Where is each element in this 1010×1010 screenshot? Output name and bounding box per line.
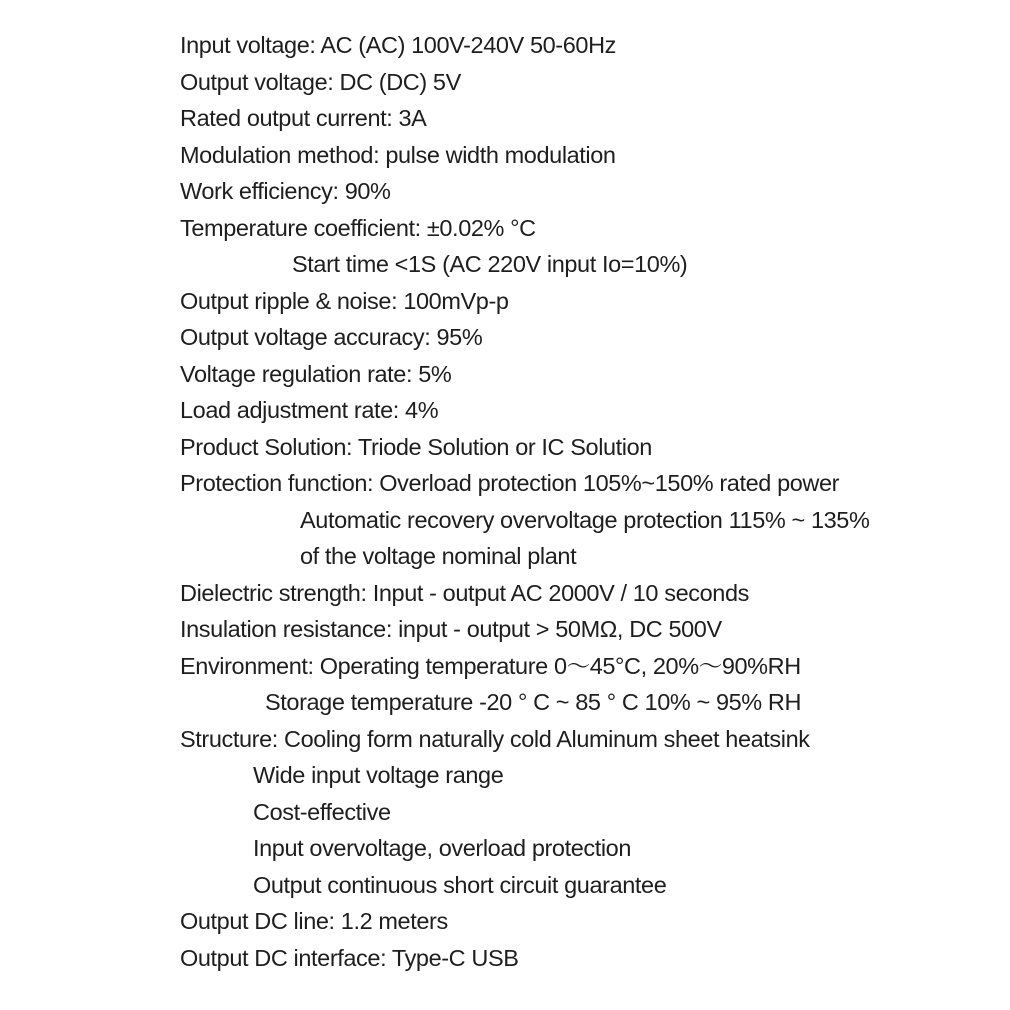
spec-line-input-voltage: Input voltage: AC (AC) 100V-240V 50-60Hz bbox=[180, 32, 616, 58]
spec-line-output-ripple-noise: Output ripple & noise: 100mVp-p bbox=[180, 287, 509, 314]
spec-line-wide-input-range: Wide input voltage range bbox=[253, 762, 504, 788]
spec-line-voltage-nominal-plant: of the voltage nominal plant bbox=[300, 543, 577, 569]
spec-line-protection-function: Protection function: Overload protection 105%~150% rated power bbox=[180, 470, 840, 496]
spec-line-work-efficiency: Work efficiency: 90% bbox=[180, 178, 391, 204]
spec-line-input-overvoltage: Input overvoltage, overload protection bbox=[253, 835, 632, 861]
spec-line-temperature-coefficient: Temperature coefficient: ±0.02% °C bbox=[180, 214, 536, 241]
spec-line-dielectric-strength: Dielectric strength: Input - output AC 2000V / 10 seconds bbox=[180, 579, 749, 606]
spec-line-output-dc-line: Output DC line: 1.2 meters bbox=[180, 908, 448, 934]
spec-line-output-dc-interface: Output DC interface: Type-C USB bbox=[180, 944, 519, 971]
spec-line-output-voltage-accuracy: Output voltage accuracy: 95% bbox=[180, 324, 483, 350]
spec-line-product-solution: Product Solution: Triode Solution or IC Solution bbox=[180, 433, 652, 460]
spec-line-overvoltage-protection: Automatic recovery overvoltage protection 115% ~ 135% bbox=[300, 506, 870, 533]
spec-line-cost-effective: Cost-effective bbox=[253, 798, 391, 825]
spec-line-modulation-method: Modulation method: pulse width modulation bbox=[180, 141, 616, 168]
spec-line-environment: Environment: Operating temperature 0～45°C, 20%～90%RH bbox=[180, 652, 801, 679]
spec-line-voltage-regulation-rate: Voltage regulation rate: 5% bbox=[180, 360, 452, 387]
spec-text-block bbox=[180, 27, 970, 976]
spec-line-load-adjustment-rate: Load adjustment rate: 4% bbox=[180, 397, 439, 423]
spec-line-start-time: Start time <1S (AC 220V input Io=10%) bbox=[292, 251, 688, 277]
spec-line-output-voltage: Output voltage: DC (DC) 5V bbox=[180, 68, 461, 95]
spec-line-insulation-resistance: Insulation resistance: input - output > 50MΩ, DC 500V bbox=[180, 616, 722, 642]
spec-line-rated-output-current: Rated output current: 3A bbox=[180, 105, 427, 131]
spec-line-structure: Structure: Cooling form naturally cold Aluminum sheet heatsink bbox=[180, 725, 810, 752]
spec-line-storage-temperature: Storage temperature -20 ° C ~ 85 ° C 10% ~ 95% RH bbox=[265, 689, 802, 715]
spec-line-output-short-circuit: Output continuous short circuit guarantee bbox=[253, 871, 667, 898]
